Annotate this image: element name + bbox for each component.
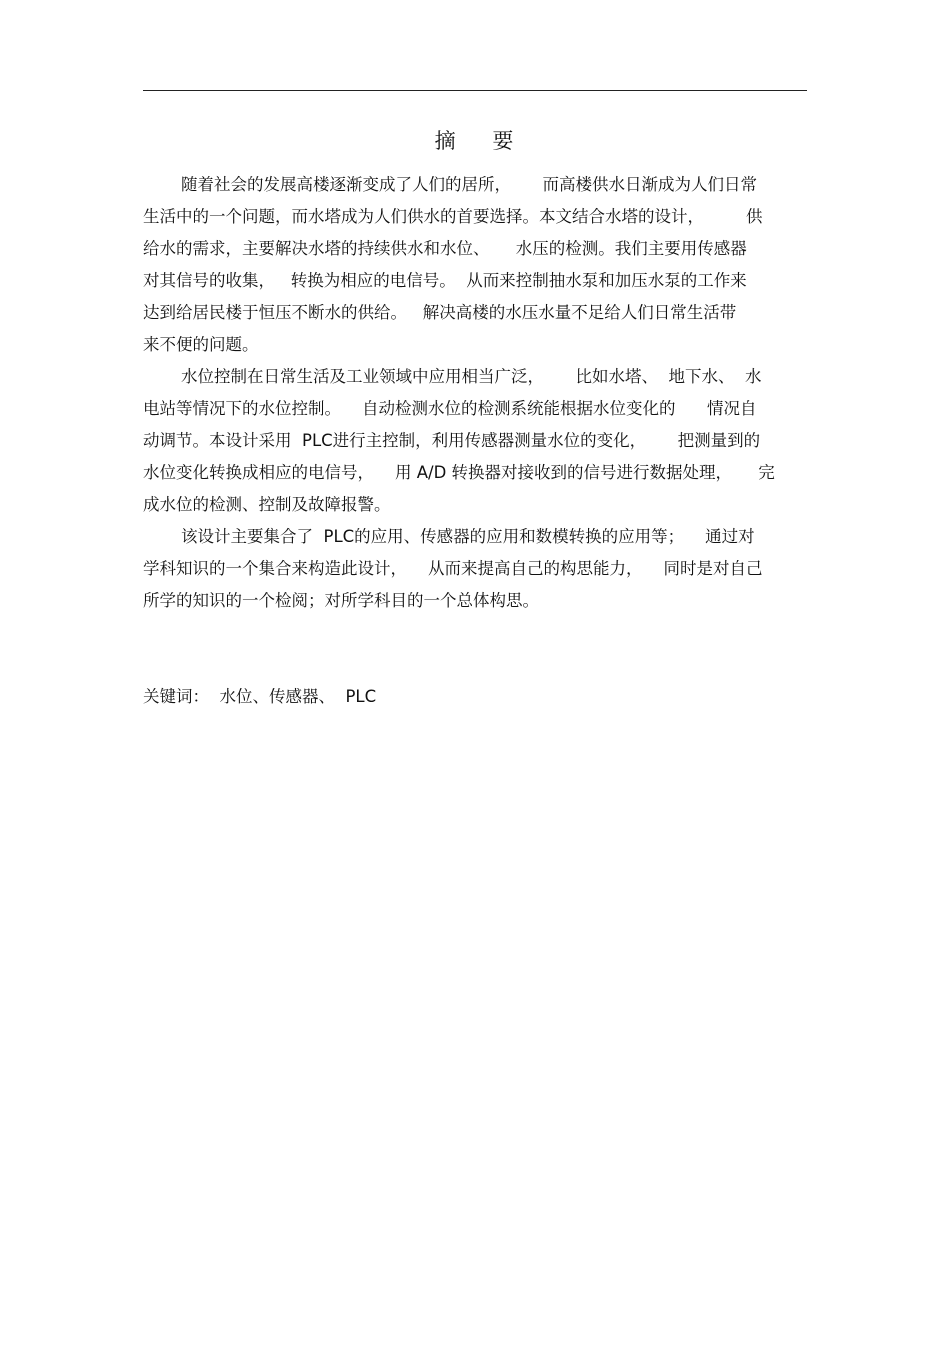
paragraph-line: 随着社会的发展高楼逐渐变成了人们的居所， 而高楼供水日渐成为人们日常 [181,175,757,194]
abstract-title: 摘 要 [434,129,516,153]
keywords-line: 关键词： 水位、传感器、 PLC [143,687,377,706]
paragraph-line: 学科知识的一个集合来构造此设计， 从而来提高自己的构思能力， 同时是对自己 [143,559,763,578]
paragraph-line: 该设计主要集合了 PLC的应用、传感器的应用和数模转换的应用等； 通过对 [181,527,755,546]
paragraph-line: 来不便的问题。 [143,335,259,354]
header-rule [143,90,807,91]
paragraph-line: 水位变化转换成相应的电信号， 用 A/D 转换器对接收到的信号进行数据处理， 完 [143,463,775,482]
paragraph-line: 动调节。本设计采用 PLC进行主控制，利用传感器测量水位的变化， 把测量到的 [143,431,761,450]
paragraph-line: 所学的知识的一个检阅；对所学科目的一个总体构思。 [143,591,539,610]
paragraph-line: 成水位的检测、控制及故障报警。 [143,495,391,514]
paragraph-line: 水位控制在日常生活及工业领域中应用相当广泛， 比如水塔、 地下水、 水 [181,367,762,386]
paragraph-line: 电站等情况下的水位控制。 自动检测水位的检测系统能根据水位变化的 情况自 [143,399,757,418]
paragraph-line: 对其信号的收集， 转换为相应的电信号。 从而来控制抽水泵和加压水泵的工作来 [143,271,747,290]
paragraph-line: 达到给居民楼于恒压不断水的供给。 解决高楼的水压水量不足给人们日常生活带 [143,303,737,322]
paragraph-line: 给水的需求，主要解决水塔的持续供水和水位、 水压的检测。我们主要用传感器 [143,239,747,258]
paragraph-line: 生活中的一个问题，而水塔成为人们供水的首要选择。本文结合水塔的设计， 供 [143,207,763,226]
